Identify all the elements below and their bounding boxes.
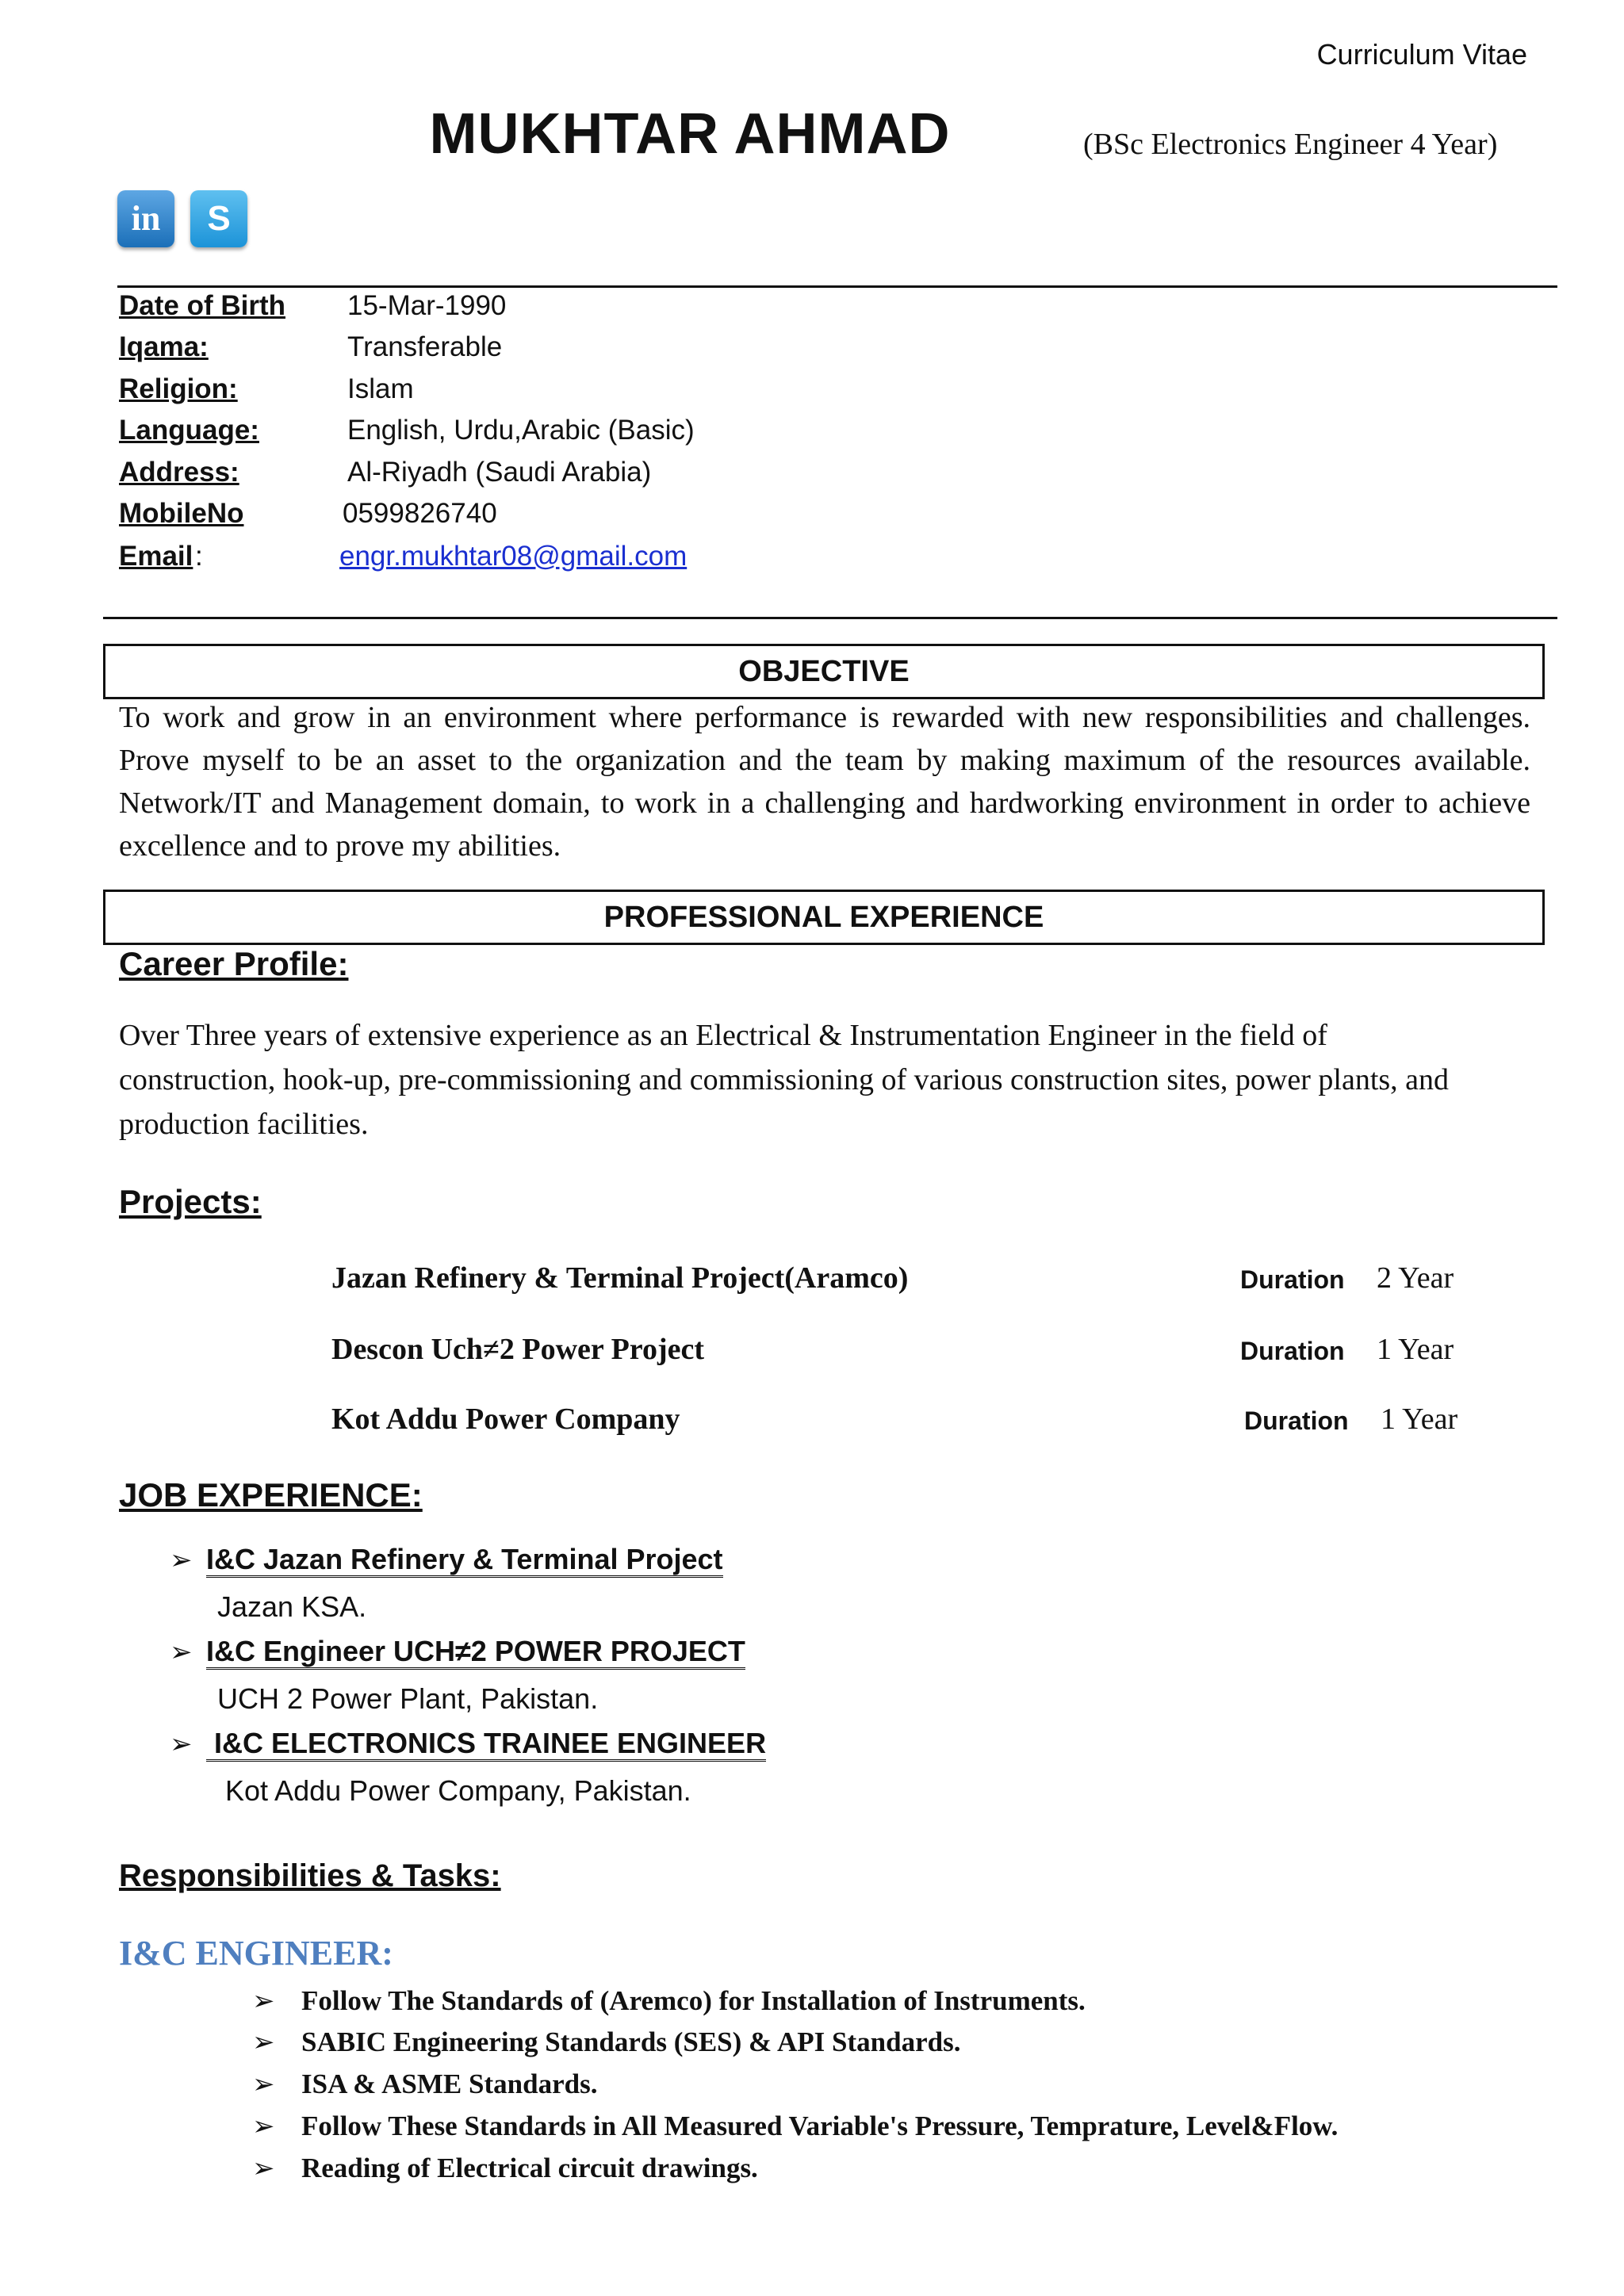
task-text: Reading of Electrical circuit drawings. [301,2152,758,2183]
info-value: 15-Mar-1990 [347,290,507,321]
info-value: Islam [347,373,414,404]
linkedin-icon[interactable]: in [117,190,174,247]
arrow-bullet-icon: ➢ [252,2070,275,2099]
divider-bottom [103,617,1557,619]
project-duration: 2 Year [1377,1261,1454,1295]
objective-text: To work and grow in an environment where performance is rewarded with new responsibilities and challenges. Prove myself to be an asset to the organization and the team by making maximum of the resources available. Network/IT and Management domain, to work in a challenging and hardworking environment in order to achieve excellence and to prove my abilities. [119,701,1530,863]
info-label: Iqama: [119,331,209,362]
arrow-bullet-icon: ➢ [170,1637,193,1667]
job-item [170,1543,723,1576]
email-link[interactable]: engr.mukhtar08@gmail.com [339,541,688,572]
info-label: Address: [119,457,239,488]
experience-section-header: PROFESSIONAL EXPERIENCE [103,890,1545,945]
job-title: I&C ELECTRONICS TRAINEE ENGINEER [206,1727,766,1762]
info-value: Transferable [347,331,503,362]
job-experience-heading: JOB EXPERIENCE: [119,1476,423,1513]
arrow-bullet-icon: ➢ [252,1987,275,2016]
task-item [252,1985,1086,2017]
project-duration: 1 Year [1381,1402,1458,1436]
divider-top [117,285,1557,288]
project-duration: 1 Year [1377,1333,1454,1366]
duration-label: Duration [1244,1406,1349,1435]
info-value: 0599826740 [343,498,497,529]
duration-label: Duration [1240,1337,1345,1365]
task-text: Follow These Standards in All Measured Variable's Pressure, Temprature, Level&Flow. [301,2110,1339,2141]
arrow-bullet-icon: ➢ [252,2112,275,2141]
task-item [252,2152,758,2184]
info-separator: : [195,541,203,572]
project-name: Jazan Refinery & Terminal Project(Aramco) [331,1261,909,1295]
arrow-bullet-icon: ➢ [252,2028,275,2057]
degree-title: (BSc Electronics Engineer 4 Year) [1083,128,1498,161]
skype-icon[interactable]: S [190,190,247,247]
job-item [170,1727,766,1760]
projects-heading: Projects: [119,1183,262,1220]
job-title: I&C Jazan Refinery & Terminal Project [206,1543,723,1578]
task-item [252,2068,597,2100]
info-label: Language: [119,415,259,446]
career-profile-text: Over Three years of extensive experience as an Electrical & Instrumentation Engineer in the field of construction, hook-up, pre-commissioning and commissioning of various construction sites, power plants, and production facilities. [119,1019,1450,1141]
job-title: I&C Engineer UCH≠2 POWER PROJECT [206,1635,745,1670]
task-item [252,2026,960,2058]
project-name: Kot Addu Power Company [331,1402,680,1436]
career-profile-heading: Career Profile: [119,945,349,982]
info-value: English, Urdu,Arabic (Basic) [347,415,695,446]
responsibilities-heading: Responsibilities & Tasks: [119,1858,501,1893]
candidate-name: MUKHTAR AHMAD [429,102,951,166]
task-item [252,2110,1338,2142]
job-item [170,1635,745,1668]
task-text: Follow The Standards of (Aremco) for Installation of Instruments. [301,1985,1086,2016]
task-text: ISA & ASME Standards. [301,2068,598,2099]
task-text: SABIC Engineering Standards (SES) & API Standards. [301,2026,961,2057]
role-heading: I&C ENGINEER: [119,1934,393,1973]
arrow-bullet-icon: ➢ [170,1545,193,1575]
document-label: Curriculum Vitae [1316,38,1527,71]
job-place: UCH 2 Power Plant, Pakistan. [217,1682,599,1715]
project-name: Descon Uch≠2 Power Project [331,1333,705,1366]
duration-label: Duration [1240,1265,1345,1294]
job-place: Jazan KSA. [217,1590,367,1623]
info-label: MobileNo [119,498,244,529]
info-value: Al-Riyadh (Saudi Arabia) [347,457,652,488]
job-place: Kot Addu Power Company, Pakistan. [225,1774,691,1807]
arrow-bullet-icon: ➢ [252,2154,275,2183]
info-label: Email [119,541,193,572]
info-label: Religion: [119,373,238,404]
objective-section-header: OBJECTIVE [103,644,1545,699]
info-label: Date of Birth [119,290,285,321]
arrow-bullet-icon: ➢ [170,1729,193,1759]
